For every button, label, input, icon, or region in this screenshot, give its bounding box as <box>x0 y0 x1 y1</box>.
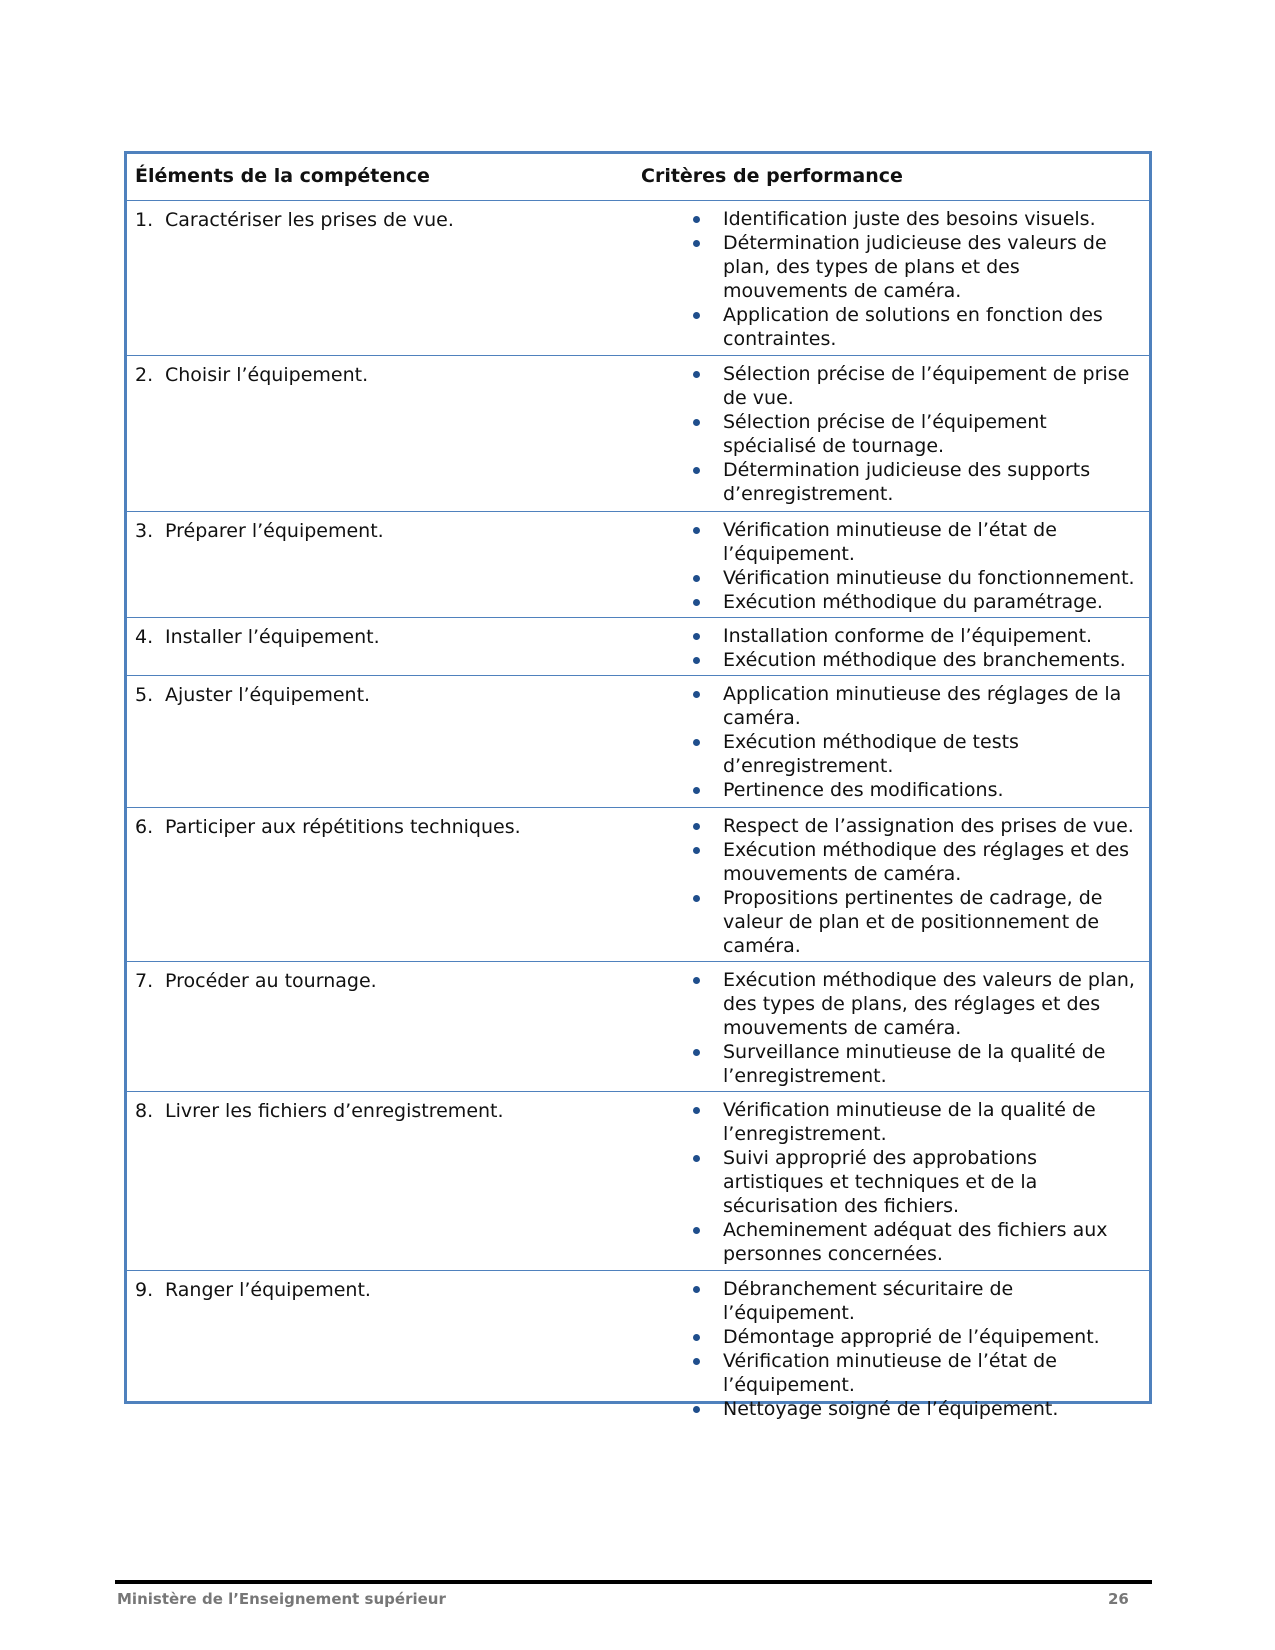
criteria-item <box>649 207 1141 231</box>
table-row <box>127 1091 1149 1270</box>
criteria-item <box>649 968 1141 1040</box>
element-cell <box>127 1092 641 1270</box>
element-cell <box>127 676 641 807</box>
criteria-cell <box>641 962 1149 1091</box>
element-text: Caractériser les prises de vue. <box>165 209 454 231</box>
element-item <box>135 520 633 542</box>
criteria-text: Suivi approprié des approbations artistiques et techniques et de la sécurisation des fichiers. <box>723 1147 1038 1217</box>
element-item <box>135 209 633 231</box>
criteria-item <box>649 1040 1141 1088</box>
bullet-icon <box>693 633 700 640</box>
element-number: 2. <box>135 364 154 386</box>
criteria-text: Exécution méthodique de tests d’enregistrement. <box>723 731 1019 777</box>
bullet-icon <box>693 467 700 474</box>
table-row <box>127 961 1149 1091</box>
criteria-list <box>649 362 1141 506</box>
element-text: Participer aux répétitions techniques. <box>165 816 521 838</box>
criteria-item <box>649 648 1141 672</box>
element-text: Ajuster l’équipement. <box>165 684 371 706</box>
element-item <box>135 816 633 838</box>
criteria-item <box>649 1098 1141 1146</box>
criteria-item <box>649 814 1141 838</box>
criteria-item <box>649 458 1141 506</box>
element-cell <box>127 201 641 355</box>
criteria-text: Exécution méthodique des valeurs de plan, des types de plans, des réglages et des mouvements de caméra. <box>723 969 1135 1039</box>
element-number: 3. <box>135 520 154 542</box>
criteria-text: Débranchement sécuritaire de l’équipement. <box>723 1278 1014 1324</box>
criteria-list <box>649 207 1141 351</box>
criteria-item <box>649 1277 1141 1325</box>
criteria-item <box>649 1146 1141 1218</box>
criteria-text: Application de solutions en fonction des contraintes. <box>723 304 1103 350</box>
competence-table <box>124 151 1152 1420</box>
criteria-cell <box>641 618 1149 675</box>
bullet-icon <box>693 1286 700 1293</box>
element-item <box>135 1100 633 1122</box>
criteria-item <box>649 362 1141 410</box>
criteria-text: Détermination judicieuse des supports d’enregistrement. <box>723 459 1091 505</box>
page-number: 26 <box>1108 1590 1129 1608</box>
criteria-cell <box>641 1271 1149 1420</box>
criteria-text: Exécution méthodique des réglages et des mouvements de caméra. <box>723 839 1130 885</box>
table-row <box>127 200 1149 355</box>
element-text: Installer l’équipement. <box>165 626 380 648</box>
criteria-list <box>649 682 1141 802</box>
bullet-icon <box>693 1358 700 1365</box>
element-number: 8. <box>135 1100 154 1122</box>
criteria-text: Installation conforme de l’équipement. <box>723 625 1093 647</box>
criteria-text: Vérification minutieuse de la qualité de l’enregistrement. <box>723 1099 1096 1145</box>
criteria-text: Surveillance minutieuse de la qualité de l’enregistrement. <box>723 1041 1106 1087</box>
bullet-icon <box>693 823 700 830</box>
element-number: 6. <box>135 816 154 838</box>
element-number: 4. <box>135 626 154 648</box>
bullet-icon <box>693 527 700 534</box>
element-cell <box>127 1271 641 1401</box>
footer-divider <box>115 1580 1152 1584</box>
element-item <box>135 364 633 386</box>
criteria-cell <box>641 1092 1149 1270</box>
criteria-text: Sélection précise de l’équipement de prise de vue. <box>723 363 1130 409</box>
criteria-text: Vérification minutieuse du fonctionnement. <box>723 567 1135 589</box>
criteria-text: Nettoyage soigné de l’équipement. <box>723 1398 1059 1420</box>
bullet-icon <box>693 371 700 378</box>
criteria-item <box>649 886 1141 958</box>
bullet-icon <box>693 1049 700 1056</box>
element-cell <box>127 808 641 961</box>
bullet-icon <box>693 240 700 247</box>
criteria-item <box>649 590 1141 614</box>
element-item <box>135 1279 633 1301</box>
criteria-cell <box>641 808 1149 961</box>
criteria-list <box>649 968 1141 1088</box>
criteria-text: Exécution méthodique du paramétrage. <box>723 591 1103 613</box>
bullet-icon <box>693 977 700 984</box>
table-row <box>127 675 1149 807</box>
bullet-icon <box>693 1406 700 1413</box>
element-text: Choisir l’équipement. <box>165 364 369 386</box>
criteria-item <box>649 838 1141 886</box>
table-header-row <box>127 154 1149 200</box>
criteria-list <box>649 1277 1141 1421</box>
bullet-icon <box>693 1334 700 1341</box>
criteria-text: Détermination judicieuse des valeurs de plan, des types de plans et des mouvements de caméra. <box>723 232 1107 302</box>
criteria-text: Pertinence des modifications. <box>723 779 1004 801</box>
bullet-icon <box>693 691 700 698</box>
criteria-text: Application minutieuse des réglages de la caméra. <box>723 683 1122 729</box>
criteria-item <box>649 1325 1141 1349</box>
criteria-list <box>649 518 1141 614</box>
bullet-icon <box>693 895 700 902</box>
bullet-icon <box>693 1107 700 1114</box>
bullet-icon <box>693 657 700 664</box>
criteria-item <box>649 624 1141 648</box>
element-number: 5. <box>135 684 154 706</box>
criteria-text: Exécution méthodique des branchements. <box>723 649 1126 671</box>
criteria-text: Vérification minutieuse de l’état de l’équipement. <box>723 519 1057 565</box>
criteria-list <box>649 624 1141 672</box>
element-text: Ranger l’équipement. <box>165 1279 371 1301</box>
criteria-item <box>649 778 1141 802</box>
bullet-icon <box>693 739 700 746</box>
element-cell <box>127 512 641 617</box>
criteria-cell <box>641 356 1149 511</box>
bullet-icon <box>693 847 700 854</box>
criteria-cell <box>641 201 1149 355</box>
element-cell <box>127 962 641 1091</box>
table-row <box>127 355 1149 511</box>
table-row <box>127 807 1149 961</box>
footer-ministry: Ministère de l’Enseignement supérieur <box>117 1590 446 1608</box>
criteria-item <box>649 730 1141 778</box>
criteria-item <box>649 1397 1141 1421</box>
bullet-icon <box>693 216 700 223</box>
criteria-item <box>649 566 1141 590</box>
criteria-item <box>649 1349 1141 1397</box>
element-text: Livrer les fichiers d’enregistrement. <box>165 1100 504 1122</box>
table-row <box>127 1270 1149 1420</box>
table-row <box>127 617 1149 675</box>
element-item <box>135 684 633 706</box>
bullet-icon <box>693 312 700 319</box>
element-number: 1. <box>135 209 154 231</box>
bullet-icon <box>693 787 700 794</box>
criteria-item <box>649 231 1141 303</box>
element-text: Préparer l’équipement. <box>165 520 384 542</box>
criteria-text: Sélection précise de l’équipement spécialisé de tournage. <box>723 411 1047 457</box>
bullet-icon <box>693 599 700 606</box>
criteria-text: Respect de l’assignation des prises de vue. <box>723 815 1134 837</box>
criteria-item <box>649 518 1141 566</box>
element-number: 9. <box>135 1279 154 1301</box>
bullet-icon <box>693 419 700 426</box>
criteria-text: Propositions pertinentes de cadrage, de valeur de plan et de positionnement de caméra. <box>723 887 1103 957</box>
element-item <box>135 970 633 992</box>
criteria-item <box>649 410 1141 458</box>
criteria-item <box>649 1218 1141 1266</box>
criteria-cell <box>641 512 1149 617</box>
criteria-text: Identification juste des besoins visuels. <box>723 208 1096 230</box>
criteria-text: Vérification minutieuse de l’état de l’équipement. <box>723 1350 1057 1396</box>
header-criteria: Critères de performance <box>641 165 903 187</box>
table-row <box>127 511 1149 617</box>
criteria-cell <box>641 676 1149 807</box>
header-elements: Éléments de la compétence <box>135 165 430 187</box>
criteria-list <box>649 1098 1141 1266</box>
element-item <box>135 626 633 648</box>
bullet-icon <box>693 1155 700 1162</box>
element-number: 7. <box>135 970 154 992</box>
criteria-text: Démontage approprié de l’équipement. <box>723 1326 1100 1348</box>
element-cell <box>127 618 641 675</box>
bullet-icon <box>693 1227 700 1234</box>
bullet-icon <box>693 575 700 582</box>
criteria-item <box>649 682 1141 730</box>
element-cell <box>127 356 641 511</box>
criteria-item <box>649 303 1141 351</box>
criteria-list <box>649 814 1141 958</box>
criteria-text: Acheminement adéquat des fichiers aux personnes concernées. <box>723 1219 1108 1265</box>
element-text: Procéder au tournage. <box>165 970 377 992</box>
